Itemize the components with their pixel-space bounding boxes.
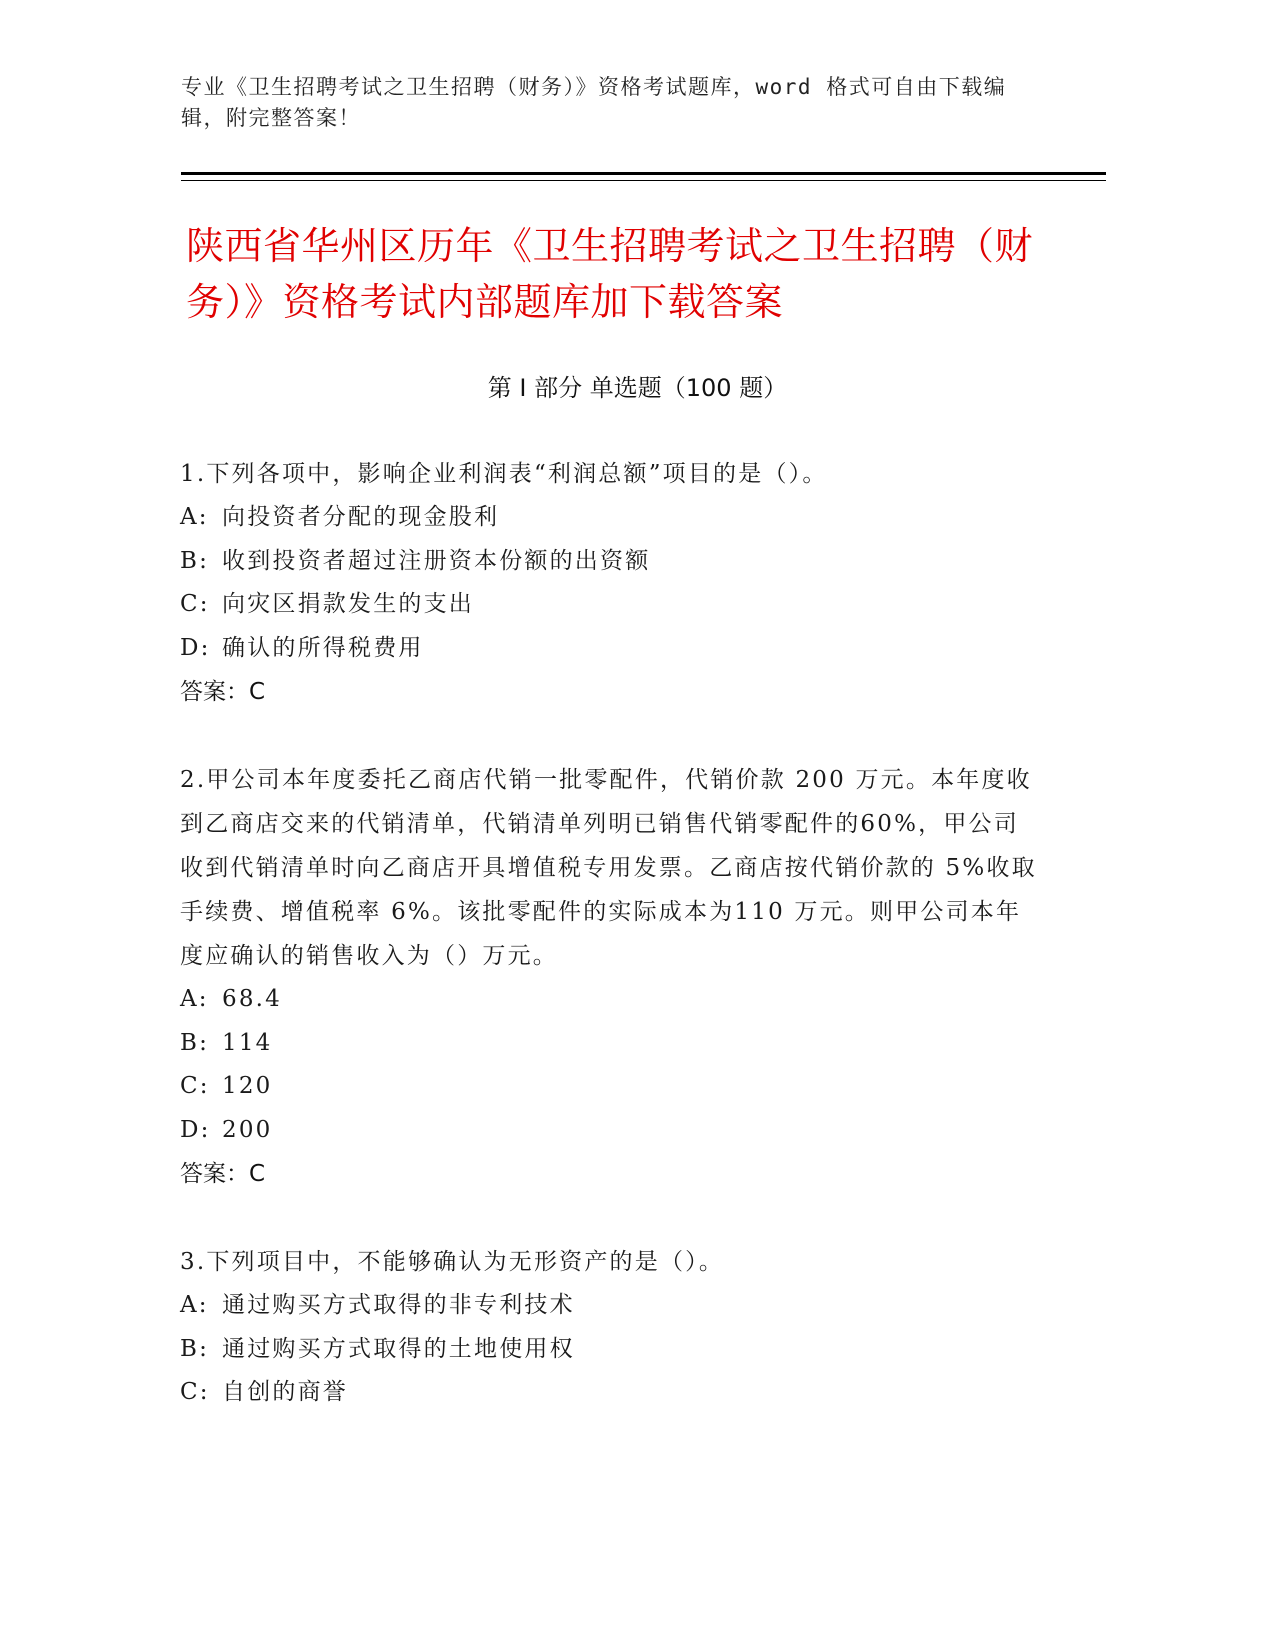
option-key: D: bbox=[180, 634, 211, 661]
header-note: 专业《卫生招聘考试之卫生招聘（财务）》资格考试题库，word 格式可自由下载编辑，附完整答案！ bbox=[181, 75, 1007, 130]
question-item bbox=[180, 452, 1040, 714]
option-key: A: bbox=[180, 504, 209, 530]
question-option bbox=[180, 1284, 1040, 1328]
question-option bbox=[180, 540, 1040, 584]
question-option bbox=[180, 583, 1040, 627]
question-option bbox=[180, 1109, 1040, 1153]
question-option bbox=[180, 1065, 1040, 1109]
question-option bbox=[180, 1328, 1040, 1372]
option-key: A: bbox=[180, 986, 209, 1012]
option-text: 自创的商誉 bbox=[222, 1379, 348, 1405]
question-stem: 1.下列各项中，影响企业利润表“利润总额”项目的是（）。 bbox=[180, 461, 828, 487]
header-divider-thick bbox=[181, 172, 1106, 175]
question-answer: 答案：C bbox=[180, 679, 266, 705]
option-text: 通过购买方式取得的非专利技术 bbox=[222, 1292, 575, 1318]
option-text: 114 bbox=[222, 1029, 273, 1056]
question-option bbox=[180, 496, 1040, 540]
question-list bbox=[180, 452, 1040, 1459]
option-key: B: bbox=[180, 1029, 210, 1056]
question-option bbox=[180, 1371, 1040, 1415]
section-title: 第 I 部分 单选题（100 题） bbox=[487, 374, 788, 402]
question-answer: 答案：C bbox=[180, 1161, 266, 1187]
option-key: A: bbox=[180, 1292, 209, 1318]
document-title: 陕西省华州区历年《卫生招聘考试之卫生招聘（财务）》资格考试内部题库加下载答案 bbox=[186, 224, 1034, 324]
question-stem: 2.甲公司本年度委托乙商店代销一批零配件，代销价款 200 万元。本年度收到乙商店交来的代销清单，代销清单列明已销售代销零配件的60%，甲公司收到代销清单时向乙商店开具增值税专用发票。乙商店按代销价款的 5%收取手续费、增值税率 6%。该批零配件的实际成本为110 万元。则甲公司本年度应确认的销售收入为（）万元。 bbox=[180, 767, 1037, 969]
option-key: B: bbox=[180, 1335, 210, 1362]
option-key: C: bbox=[180, 591, 210, 617]
question-option bbox=[180, 1022, 1040, 1066]
option-key: D: bbox=[180, 1116, 211, 1143]
question-item bbox=[180, 758, 1040, 1196]
option-text: 确认的所得税费用 bbox=[222, 634, 424, 661]
question-stem: 3.下列项目中，不能够确认为无形资产的是（）。 bbox=[180, 1249, 725, 1275]
option-key: C: bbox=[180, 1073, 210, 1099]
option-text: 200 bbox=[222, 1116, 273, 1143]
option-text: 收到投资者超过注册资本份额的出资额 bbox=[222, 547, 651, 574]
option-key: B: bbox=[180, 547, 210, 574]
question-option bbox=[180, 978, 1040, 1022]
option-text: 68.4 bbox=[222, 986, 283, 1012]
question-option bbox=[180, 627, 1040, 671]
option-text: 通过购买方式取得的土地使用权 bbox=[222, 1335, 575, 1362]
option-text: 向灾区捐款发生的支出 bbox=[222, 591, 474, 617]
option-text: 向投资者分配的现金股利 bbox=[222, 504, 500, 530]
question-item bbox=[180, 1240, 1040, 1415]
option-key: C: bbox=[180, 1379, 210, 1405]
option-text: 120 bbox=[222, 1073, 273, 1099]
header-divider-thin bbox=[181, 180, 1106, 181]
